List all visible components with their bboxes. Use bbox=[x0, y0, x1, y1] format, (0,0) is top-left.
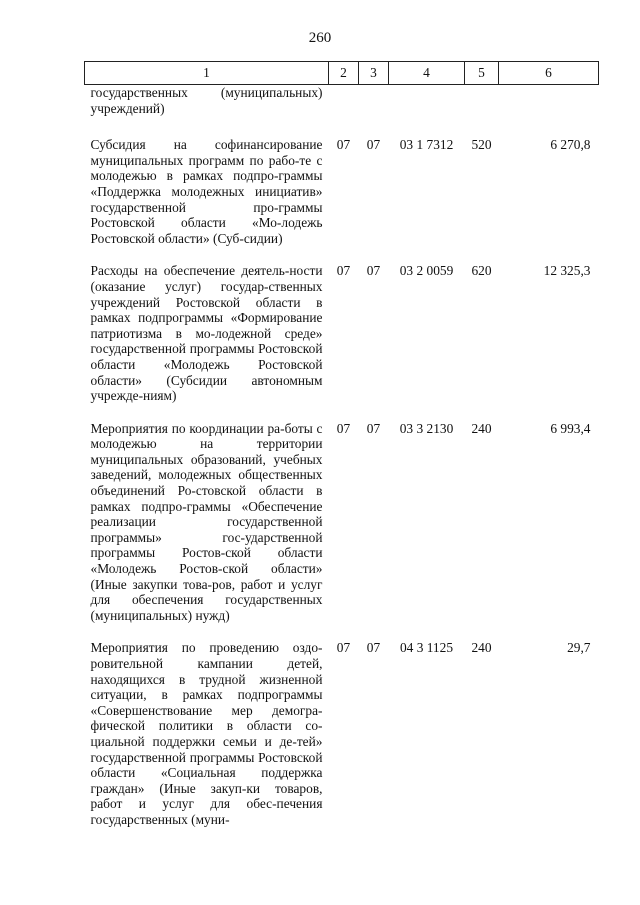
description-line: лодежной среде» государственной bbox=[90, 325, 323, 357]
expense-type-cell: 240 bbox=[471, 420, 492, 436]
description-line: «Формирование патриотизма в мо- bbox=[90, 310, 323, 341]
description-line: Расходы на обеспечение деятель- bbox=[90, 263, 290, 279]
description-line: ниям) bbox=[143, 388, 177, 404]
description-line: нужд) bbox=[195, 607, 230, 623]
description-line: стовской области в рамках подпро- bbox=[90, 483, 323, 514]
description-line: ки товаров, работ и услуг для обес- bbox=[90, 780, 323, 812]
description-line: государственных (муниципальных) bbox=[90, 85, 323, 100]
description-line: программы Ростовской области bbox=[90, 341, 323, 372]
subsection-cell: 07 bbox=[366, 640, 381, 656]
description-line: циальной поддержки семьи и де- bbox=[90, 733, 297, 749]
amount-cell: 12 325,3 bbox=[543, 263, 591, 279]
description-line: государственной программы» гос- bbox=[90, 514, 323, 545]
target-article-cell bbox=[389, 85, 465, 138]
row-description bbox=[85, 85, 329, 138]
expense-type-cell: 240 bbox=[471, 640, 492, 656]
column-header-3: 3 bbox=[359, 62, 389, 85]
row-description bbox=[85, 263, 329, 420]
budget-table bbox=[84, 61, 599, 845]
section-cell bbox=[329, 85, 359, 138]
description-line: учреждений) bbox=[90, 100, 165, 116]
header-row bbox=[85, 62, 599, 85]
amount-cell: 6 993,4 bbox=[550, 420, 591, 436]
description-line: ровительной кампании детей, bbox=[90, 656, 323, 671]
amount-cell bbox=[499, 85, 599, 138]
description-line: печения государственных (муни- bbox=[90, 796, 323, 827]
target-article-cell: 03 1 7312 bbox=[399, 137, 454, 153]
table-row bbox=[85, 263, 599, 420]
description-line: «Молодежь Ростовской области» bbox=[90, 356, 323, 388]
table-row bbox=[85, 421, 599, 641]
subsection-cell bbox=[359, 85, 389, 138]
description-line: муниципальных образований, bbox=[90, 451, 266, 467]
expense-type-cell bbox=[465, 85, 499, 138]
amount-cell: 29,7 bbox=[567, 640, 591, 656]
expense-type-cell: 620 bbox=[471, 263, 492, 279]
description-line: государственных (муниципальных) bbox=[90, 592, 323, 623]
description-line: тей» государственной программы bbox=[90, 733, 323, 765]
column-header-5: 5 bbox=[465, 62, 499, 85]
target-article-cell: 03 2 0059 bbox=[399, 263, 454, 279]
description-line: общественных объединений Ро- bbox=[90, 467, 323, 499]
description-line: фической политики в области со- bbox=[90, 718, 323, 734]
description-line: (Субсидии автономным учрежде- bbox=[90, 372, 323, 404]
description-line: Ростовской области «Социальная bbox=[90, 749, 323, 781]
description-line: лодежь Ростовской области» (Суб- bbox=[90, 215, 323, 246]
description-line: Мероприятия по координации ра- bbox=[90, 420, 285, 436]
column-header-2: 2 bbox=[329, 62, 359, 85]
description-line: ской области «Молодежь Ростов- bbox=[90, 545, 323, 577]
description-line: «Совершенствование мер демогра- bbox=[90, 702, 323, 718]
description-line: муниципальных программ по рабо- bbox=[90, 152, 300, 168]
table-row bbox=[85, 640, 599, 844]
row-description bbox=[85, 421, 329, 641]
section-cell: 07 bbox=[336, 420, 351, 436]
column-header-4: 4 bbox=[389, 62, 465, 85]
description-line: боты с молодежью на территории bbox=[90, 420, 323, 452]
description-line: ров, работ и услуг для обеспечения bbox=[90, 576, 323, 608]
target-article-cell: 03 3 2130 bbox=[399, 420, 454, 436]
description-line: находящихся в трудной жизненной bbox=[90, 671, 323, 687]
table-row bbox=[85, 137, 599, 263]
description-line: ударственной программы Ростов- bbox=[90, 529, 323, 561]
description-line: Субсидия на софинансирование bbox=[90, 137, 323, 153]
expense-type-cell: 520 bbox=[471, 137, 492, 153]
table-header bbox=[85, 62, 599, 85]
section-cell: 07 bbox=[336, 263, 351, 279]
description-line: поддержка граждан» (Иные закуп- bbox=[90, 765, 323, 796]
column-header-1: 1 bbox=[85, 62, 329, 85]
description-line: ности (оказание услуг) государ- bbox=[90, 263, 323, 294]
subsection-cell: 07 bbox=[366, 263, 381, 279]
carry-over-row bbox=[85, 85, 599, 138]
description-line: граммы «Поддержка молодежных bbox=[90, 168, 323, 199]
table-body bbox=[85, 85, 599, 845]
subsection-cell: 07 bbox=[366, 137, 381, 153]
subsection-cell: 07 bbox=[366, 420, 381, 436]
description-line: области в рамках подпрограммы bbox=[90, 294, 323, 326]
description-line: учебных заведений, молодежных bbox=[90, 451, 323, 483]
description-line: те с молодежью в рамках подпро- bbox=[90, 152, 323, 184]
description-line: ситуации, в рамках подпрограммы bbox=[90, 687, 323, 703]
section-cell: 07 bbox=[336, 137, 351, 153]
description-line: граммы «Обеспечение реализации bbox=[90, 498, 323, 530]
description-line: инициатив» государственной про- bbox=[90, 183, 323, 215]
row-description bbox=[85, 137, 329, 263]
column-header-6: 6 bbox=[499, 62, 599, 85]
amount-cell: 6 270,8 bbox=[550, 137, 591, 153]
description-line: сидии) bbox=[243, 230, 283, 246]
section-cell: 07 bbox=[336, 640, 351, 656]
row-description bbox=[85, 640, 329, 844]
target-article-cell: 04 3 1125 bbox=[399, 640, 454, 656]
description-line: ственных учреждений Ростовской bbox=[90, 278, 323, 310]
page-number: 260 bbox=[308, 30, 332, 46]
description-line: граммы Ростовской области «Мо- bbox=[90, 199, 323, 231]
description-line: ской области» (Иные закупки това- bbox=[90, 561, 323, 592]
description-line: Мероприятия по проведению оздо- bbox=[90, 640, 323, 656]
